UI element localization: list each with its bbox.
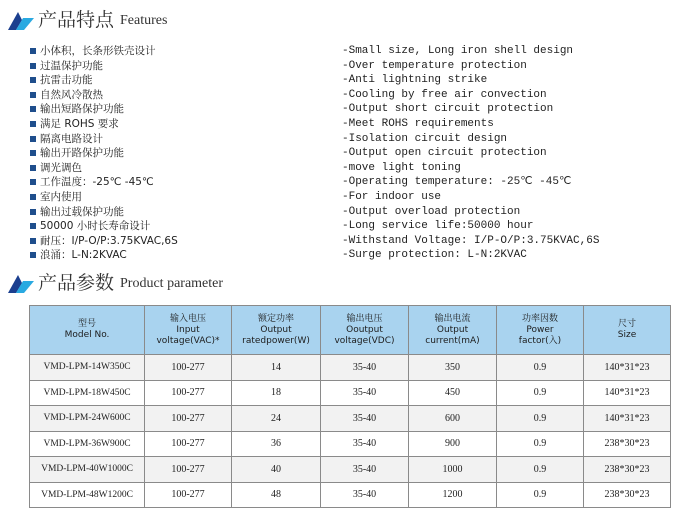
feature-text-en: -Long service life:50000 hour xyxy=(342,220,534,233)
table-cell: 100-277 xyxy=(145,457,232,483)
feature-item xyxy=(30,44,670,59)
bullet-square-icon xyxy=(30,77,36,83)
feature-text-cn: 满足 ROHS 要求 xyxy=(40,117,119,130)
feature-text-cn: 输出短路保护功能 xyxy=(40,103,124,116)
model-cell: VMD-LPM-18W450C xyxy=(30,380,145,406)
feature-item xyxy=(30,234,670,249)
feature-text-en: -Cooling by free air convection xyxy=(342,88,547,101)
feature-item xyxy=(30,117,670,132)
header-label-en: Model No. xyxy=(64,330,110,340)
table-cell: 35-40 xyxy=(321,380,409,406)
table-body xyxy=(30,355,671,508)
feature-item xyxy=(30,88,670,103)
header-label-en: Input xyxy=(176,324,200,335)
feature-item xyxy=(30,175,670,190)
table-header-cell xyxy=(30,306,145,355)
feature-text-en: -Withstand Voltage: I/P-O/P:3.75KVAC,6S xyxy=(342,234,600,247)
feature-item xyxy=(30,146,670,161)
bullet-square-icon xyxy=(30,179,36,185)
feature-text-cn: 浪涌：L-N:2KVAC xyxy=(40,249,127,262)
header-label-en: Ooutput xyxy=(346,324,383,335)
feature-item xyxy=(30,59,670,74)
header-label-cn: 额定功率 xyxy=(257,313,294,324)
bullet-square-icon xyxy=(30,194,36,200)
header-label-en2: voltage(VDC) xyxy=(334,335,395,346)
feature-item xyxy=(30,248,670,263)
feature-text-cn: 隔离电路设计 xyxy=(40,132,103,145)
table-header-row xyxy=(30,306,671,355)
brand-logo-icon xyxy=(6,9,36,31)
header-label-cn: 型号 xyxy=(77,319,96,329)
bullet-square-icon xyxy=(30,121,36,127)
feature-text-en: -Output overload protection xyxy=(342,205,521,218)
feature-text-cn: 调光调色 xyxy=(40,161,82,174)
table-row xyxy=(30,406,671,432)
feature-item xyxy=(30,205,670,220)
feature-text-cn: 抗雷击功能 xyxy=(40,74,93,87)
table-row xyxy=(30,457,671,483)
table-cell: 1000 xyxy=(409,457,497,483)
table-header-cell xyxy=(321,306,409,355)
product-parameter-table xyxy=(29,305,671,508)
table-cell: 1200 xyxy=(409,482,497,508)
feature-text-en: -Meet ROHS requirements xyxy=(342,117,494,130)
table-cell: 140*31*23 xyxy=(584,406,671,432)
model-cell: VMD-LPM-48W1200C xyxy=(30,482,145,508)
table-cell: 0.9 xyxy=(497,355,584,381)
table-cell: 600 xyxy=(409,406,497,432)
table-row xyxy=(30,380,671,406)
params-title-en: Product parameter xyxy=(120,276,224,291)
feature-text-en: -move light toning xyxy=(342,161,461,174)
table-cell: 350 xyxy=(409,355,497,381)
header-label-en: Power xyxy=(526,324,554,335)
table-cell: 35-40 xyxy=(321,355,409,381)
bullet-square-icon xyxy=(30,165,36,171)
feature-text-cn: 过温保护功能 xyxy=(40,59,103,72)
feature-text-cn: 输出过载保护功能 xyxy=(40,205,124,218)
model-cell: VMD-LPM-24W600C xyxy=(30,406,145,432)
table-cell: 35-40 xyxy=(321,482,409,508)
bullet-square-icon xyxy=(30,136,36,142)
header-label-en: Output xyxy=(436,324,469,335)
header-label-en: Output xyxy=(260,324,292,335)
brand-logo-icon xyxy=(6,272,36,294)
header-label-cn: 尺寸 xyxy=(617,319,636,329)
feature-item xyxy=(30,219,670,234)
feature-text-en: -Output open circuit protection xyxy=(342,147,547,160)
table-cell: 0.9 xyxy=(497,457,584,483)
table-cell: 900 xyxy=(409,431,497,457)
bullet-square-icon xyxy=(30,150,36,156)
header-label-cn: 输出电流 xyxy=(434,313,471,324)
header-label-en2: factor(入) xyxy=(518,335,562,346)
features-heading xyxy=(6,9,167,31)
bullet-square-icon xyxy=(30,238,36,244)
bullet-square-icon xyxy=(30,48,36,54)
feature-text-cn: 小体积，长条形铁壳设计 xyxy=(40,45,156,57)
table-cell: 238*30*23 xyxy=(584,431,671,457)
features-title-cn: 产品特点 xyxy=(38,9,115,31)
feature-item xyxy=(30,161,670,176)
table-cell: 35-40 xyxy=(321,431,409,457)
table-header-cell xyxy=(145,306,232,355)
header-label-cn: 输出电压 xyxy=(346,313,383,324)
header-label-en2: ratedpower(W) xyxy=(242,335,310,346)
table-cell: 450 xyxy=(409,380,497,406)
table-header-cell xyxy=(584,306,671,355)
feature-item xyxy=(30,102,670,117)
table-cell: 140*31*23 xyxy=(584,355,671,381)
feature-text-cn: 耐压：I/P-O/P:3.75KVAC,6S xyxy=(40,234,178,247)
table-cell: 100-277 xyxy=(145,431,232,457)
feature-text-en: -Operating temperature: -25℃ -45℃ xyxy=(342,176,572,189)
table-cell: 36 xyxy=(232,431,321,457)
bullet-square-icon xyxy=(30,252,36,258)
header-label-en2: current(mA) xyxy=(425,335,480,346)
feature-item xyxy=(30,190,670,205)
feature-text-cn: 工作温度：-25℃ -45℃ xyxy=(40,176,154,189)
table-cell: 0.9 xyxy=(497,482,584,508)
feature-text-en: -Small size, Long iron shell design xyxy=(342,45,574,57)
table-cell: 14 xyxy=(232,355,321,381)
bullet-square-icon xyxy=(30,106,36,112)
table-header-cell xyxy=(409,306,497,355)
params-title-cn: 产品参数 xyxy=(38,272,115,294)
feature-text-en: -Over temperature protection xyxy=(342,59,527,72)
feature-text-cn: 自然风冷散热 xyxy=(40,88,103,101)
table-cell: 35-40 xyxy=(321,457,409,483)
header-label-cn: 功率因数 xyxy=(521,313,558,324)
table-header-cell xyxy=(497,306,584,355)
params-heading xyxy=(6,272,223,294)
table-cell: 0.9 xyxy=(497,406,584,432)
table-cell: 48 xyxy=(232,482,321,508)
bullet-square-icon xyxy=(30,223,36,229)
model-cell: VMD-LPM-36W900C xyxy=(30,431,145,457)
table-cell: 238*30*23 xyxy=(584,482,671,508)
table-cell: 35-40 xyxy=(321,406,409,432)
feature-text-cn: 50000 小时长寿命设计 xyxy=(40,220,151,233)
header-label-cn: 输入电压 xyxy=(169,313,206,324)
bullet-square-icon xyxy=(30,63,36,69)
feature-text-en: -Isolation circuit design xyxy=(342,132,508,145)
feature-item xyxy=(30,132,670,147)
table-cell: 238*30*23 xyxy=(584,457,671,483)
feature-text-cn: 室内使用 xyxy=(40,190,82,203)
table-cell: 100-277 xyxy=(145,380,232,406)
header-label-en: Size xyxy=(617,330,637,340)
features-list xyxy=(30,44,670,263)
table-row xyxy=(30,355,671,381)
table-cell: 140*31*23 xyxy=(584,380,671,406)
table-cell: 100-277 xyxy=(145,482,232,508)
features-title-en: Features xyxy=(120,13,168,28)
table-cell: 0.9 xyxy=(497,431,584,457)
table-cell: 18 xyxy=(232,380,321,406)
model-cell: VMD-LPM-14W350C xyxy=(30,355,145,381)
table-cell: 100-277 xyxy=(145,355,232,381)
feature-text-en: -For indoor use xyxy=(342,190,442,203)
table-row xyxy=(30,482,671,508)
header-label-en2: voltage(VAC)* xyxy=(156,335,220,346)
table-header-cell xyxy=(232,306,321,355)
table-cell: 100-277 xyxy=(145,406,232,432)
table-row xyxy=(30,431,671,457)
table-cell: 0.9 xyxy=(497,380,584,406)
feature-text-en: -Surge protection: L-N:2KVAC xyxy=(342,249,527,262)
model-cell: VMD-LPM-40W1000C xyxy=(30,457,145,483)
bullet-square-icon xyxy=(30,209,36,215)
feature-text-en: -Anti lightning strike xyxy=(342,74,488,87)
feature-text-en: -Output short circuit protection xyxy=(342,103,554,116)
table-cell: 24 xyxy=(232,406,321,432)
bullet-square-icon xyxy=(30,92,36,98)
feature-text-cn: 输出开路保护功能 xyxy=(40,147,124,160)
feature-item xyxy=(30,73,670,88)
table-cell: 40 xyxy=(232,457,321,483)
